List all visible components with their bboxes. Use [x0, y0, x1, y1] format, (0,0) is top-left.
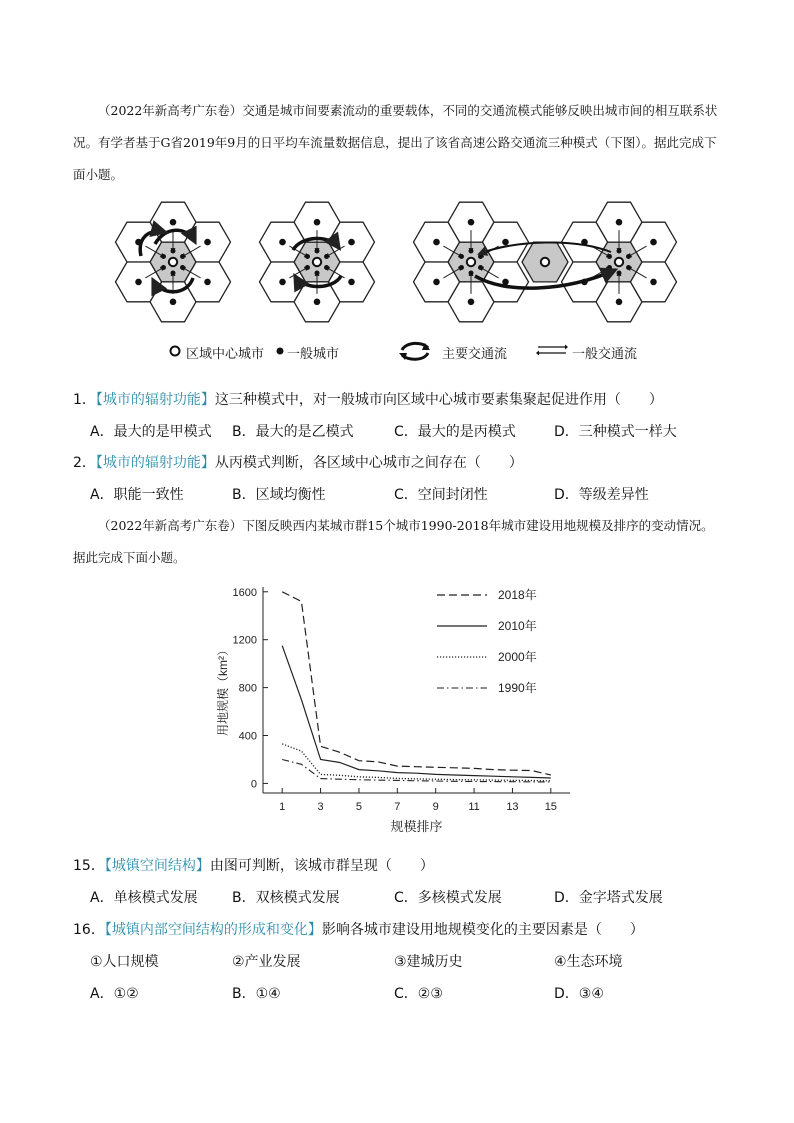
series-line-2	[282, 646, 551, 778]
general-city-dot	[204, 279, 211, 286]
general-city-dot	[204, 239, 211, 246]
pattern-c-left-cluster	[414, 202, 529, 322]
x-tick-label: 1	[279, 801, 286, 813]
q16-option-a[interactable]: A．①②	[90, 986, 139, 1002]
x-tick-label: 3	[317, 801, 324, 813]
y-tick-label: 0	[250, 778, 257, 791]
pattern-b-cluster	[260, 202, 375, 322]
question-tag: 【城镇空间结构】	[104, 858, 210, 874]
series-line-3	[282, 744, 551, 781]
q15-option-b[interactable]: B．双核模式发展	[232, 890, 340, 906]
intro-text: 下图反映西内某城市群15个城市1990-2018年城市建设用地规模及排序的变动情况。据此完成下面小题。	[73, 518, 714, 565]
general-city-dot	[433, 279, 440, 286]
q16-item-2: ②产业发展	[232, 954, 301, 970]
general-city-dot	[650, 239, 657, 246]
question-tag: 【城市的辐射功能】	[95, 455, 215, 471]
general-city-dot	[468, 299, 475, 306]
question-stem: 从丙模式判断，各区域中心城市之间存在（ ）	[214, 455, 523, 471]
general-city-dot	[170, 219, 177, 226]
general-city-dot	[502, 279, 509, 286]
q1-option-c[interactable]: C．最大的是丙模式	[394, 424, 516, 440]
general-city-dot	[502, 239, 509, 246]
general-city-dot	[348, 239, 355, 246]
q16-option-b[interactable]: B．①④	[232, 986, 281, 1002]
legend-label: 1990年	[498, 681, 537, 695]
q15-option-d[interactable]: D．金字塔式发展	[554, 890, 663, 906]
question-number: 2．	[73, 455, 96, 471]
intro-paragraph-2	[73, 510, 723, 574]
question-1	[73, 389, 663, 409]
legend-general-flow: 一般交通流	[572, 347, 638, 362]
q2-option-b[interactable]: B．区域均衡性	[232, 487, 326, 503]
question-tag: 【城镇内部空间结构的形成和变化】	[104, 922, 322, 938]
x-tick-label: 9	[432, 801, 439, 813]
center-city-marker	[615, 258, 623, 266]
q16-item-4: ④生态环境	[554, 954, 623, 970]
general-flow-icon	[536, 343, 568, 357]
y-tick-label: 1600	[232, 586, 257, 599]
question-number: 1．	[73, 392, 96, 408]
x-tick-label: 15	[544, 801, 557, 813]
q2-option-d[interactable]: D．等级差异性	[554, 487, 649, 503]
legend-general-city: 一般城市	[287, 347, 340, 362]
diagram-legend	[168, 340, 668, 362]
q1-option-d[interactable]: D．三种模式一样大	[554, 424, 677, 440]
q16-option-d[interactable]: D．③④	[554, 986, 604, 1002]
center-city-marker	[467, 258, 475, 266]
center-city-marker	[313, 258, 321, 266]
y-axis-label: 用地规模（km²）	[216, 644, 230, 736]
traffic-pattern-diagram	[95, 192, 695, 332]
legend-label: 2010年	[498, 619, 537, 633]
question-stem: 由图可判断，该城市群呈现（ ）	[209, 858, 434, 874]
general-city-icon	[275, 346, 285, 356]
q1-option-b[interactable]: B．最大的是乙模式	[232, 424, 354, 440]
general-city-dot	[314, 299, 321, 306]
q15-option-a[interactable]: A．单核模式发展	[90, 890, 198, 906]
general-city-dot	[468, 219, 475, 226]
legend-center-city: 区域中心城市	[186, 347, 265, 362]
x-tick-label: 5	[355, 801, 362, 813]
question-tag: 【城市的辐射功能】	[95, 392, 215, 408]
question-16	[73, 919, 644, 939]
q16-option-c[interactable]: C．②③	[394, 986, 443, 1002]
q16-item-1: ①人口规模	[90, 954, 159, 970]
x-tick-label: 13	[506, 801, 519, 813]
center-city-marker	[169, 258, 177, 266]
legend-main-flow: 主要交通流	[442, 347, 508, 362]
q15-option-c[interactable]: C．多核模式发展	[394, 890, 502, 906]
general-city-dot	[650, 279, 657, 286]
land-use-chart	[200, 575, 600, 840]
series-line-4	[282, 760, 551, 783]
general-city-dot	[279, 279, 286, 286]
question-stem: 影响各城市建设用地规模变化的主要因素是（ ）	[321, 922, 644, 938]
q1-option-a[interactable]: A．最大的是甲模式	[90, 424, 212, 440]
question-number: 15．	[73, 858, 105, 874]
intro-text: 交通是城市间要素流动的重要载体，不同的交通流模式能够反映出城市间的相互联系状况。有学者基于G省2019年9月的日平均车流量数据信息，提出了该省高速公路交通流三种模式（下图）。据此完成下面小题。	[73, 103, 718, 182]
general-city-dot	[616, 219, 623, 226]
question-15	[73, 855, 434, 875]
general-city-dot	[279, 239, 286, 246]
question-2	[73, 452, 523, 472]
general-city-dot	[348, 279, 355, 286]
main-flow-icon	[396, 340, 434, 362]
source-label: （2022年新高考广东卷）	[98, 103, 243, 118]
general-city-dot	[616, 299, 623, 306]
center-city-icon	[168, 344, 182, 358]
general-city-dot	[433, 239, 440, 246]
general-city-dot	[135, 279, 142, 286]
x-axis-label: 规模排序	[390, 819, 443, 834]
q2-option-c[interactable]: C．空间封闭性	[394, 487, 488, 503]
question-stem: 这三种模式中，对一般城市向区域中心城市要素集聚起促进作用（ ）	[214, 392, 663, 408]
intro-paragraph-1	[73, 95, 723, 191]
question-number: 16．	[73, 922, 105, 938]
legend-label: 2000年	[498, 650, 537, 664]
source-label: （2022年新高考广东卷）	[98, 518, 243, 533]
y-tick-label: 1200	[232, 634, 257, 647]
general-city-dot	[314, 219, 321, 226]
legend-label: 2018年	[498, 588, 537, 602]
pattern-a-cluster	[116, 202, 231, 322]
q16-item-3: ③建城历史	[394, 954, 463, 970]
general-city-dot	[170, 299, 177, 306]
y-tick-label: 800	[238, 682, 257, 695]
x-tick-label: 11	[468, 801, 480, 813]
y-tick-label: 400	[238, 730, 257, 743]
x-tick-label: 7	[394, 801, 401, 813]
pattern-c-right-cluster	[562, 202, 677, 322]
q2-option-a[interactable]: A．职能一致性	[90, 487, 184, 503]
